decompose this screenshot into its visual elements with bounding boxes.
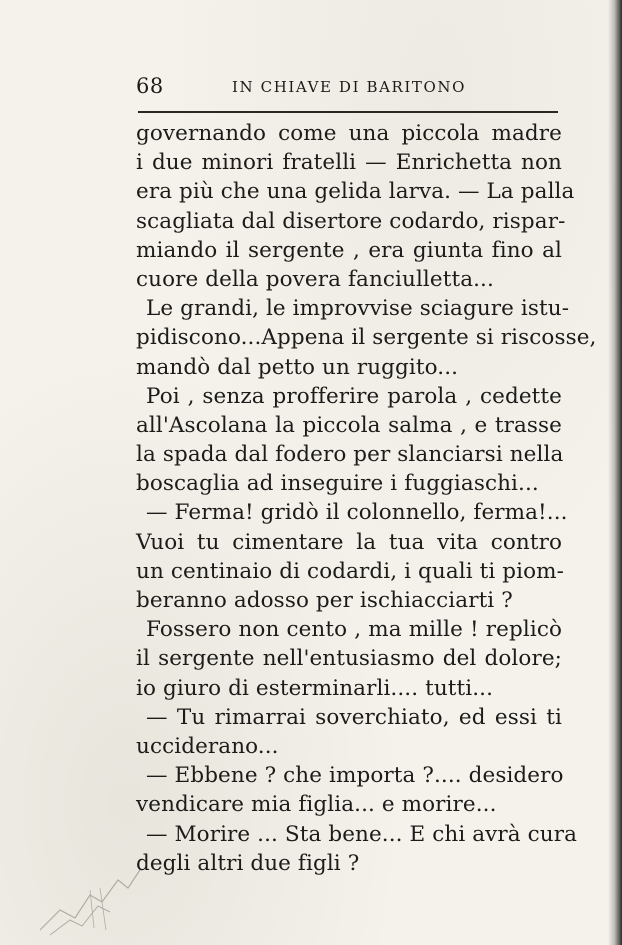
binding-edge-shadow [608, 0, 622, 945]
text-line: era più che una gelida larva. — La palla [136, 179, 575, 205]
text-line: all'Ascolana la piccola salma , e trasse [136, 412, 562, 438]
text-line: il sergente nell'entusiasmo del dolore; [136, 646, 562, 672]
text-line: ucciderano... [136, 733, 279, 759]
body-text [136, 119, 597, 878]
page-header [136, 74, 556, 100]
text-line: degli altri due figli ? [136, 850, 360, 876]
page-number: 68 [136, 74, 164, 98]
text-line: Vuoi tu cimentare la tua vita contro [136, 529, 562, 555]
text-line: — Ebbene ? che importa ?.... desidero [146, 763, 564, 789]
text-line: vendicare mia figlia... e morire... [136, 792, 497, 818]
text-line: scagliata dal disertore codardo, rispar- [136, 208, 566, 234]
text-line: Le grandi, le improvvise sciagure istu- [146, 296, 570, 322]
text-line: — Morire ... Sta bene... E chi avrà cura [146, 821, 578, 847]
running-title: IN CHIAVE DI BARITONO [232, 78, 467, 96]
text-line: un centinaio di codardi, i quali ti piom- [136, 558, 565, 584]
text-line: io giuro di esterminarli.... tutti... [136, 675, 494, 701]
header-rule [138, 111, 558, 113]
text-line: miando il sergente , era giunta fino al [136, 237, 562, 263]
text-line: — Tu rimarrai soverchiato, ed essi ti [146, 704, 562, 730]
text-line: Poi , senza profferire parola , cedette [146, 383, 562, 409]
text-line: la spada dal fodero per slanciarsi nella [136, 442, 564, 468]
text-line: — Ferma! gridò il colonnello, ferma!... [146, 500, 568, 526]
text-line: boscaglia ad inseguire i fuggiaschi... [136, 471, 539, 497]
text-line: mandò dal petto un ruggito... [136, 354, 459, 380]
margin-scribble [30, 840, 160, 940]
text-line: governando come una piccola madre [136, 121, 562, 146]
text-line: Fossero non cento , ma mille ! replicò [146, 617, 562, 643]
text-line: pidiscono...Appena il sergente si riscosse, [136, 325, 597, 351]
text-line: cuore della povera fanciulletta... [136, 266, 494, 292]
text-line: i due minori fratelli — Enrichetta non [136, 150, 562, 176]
text-line: beranno adosso per ischiacciarti ? [136, 588, 513, 613]
